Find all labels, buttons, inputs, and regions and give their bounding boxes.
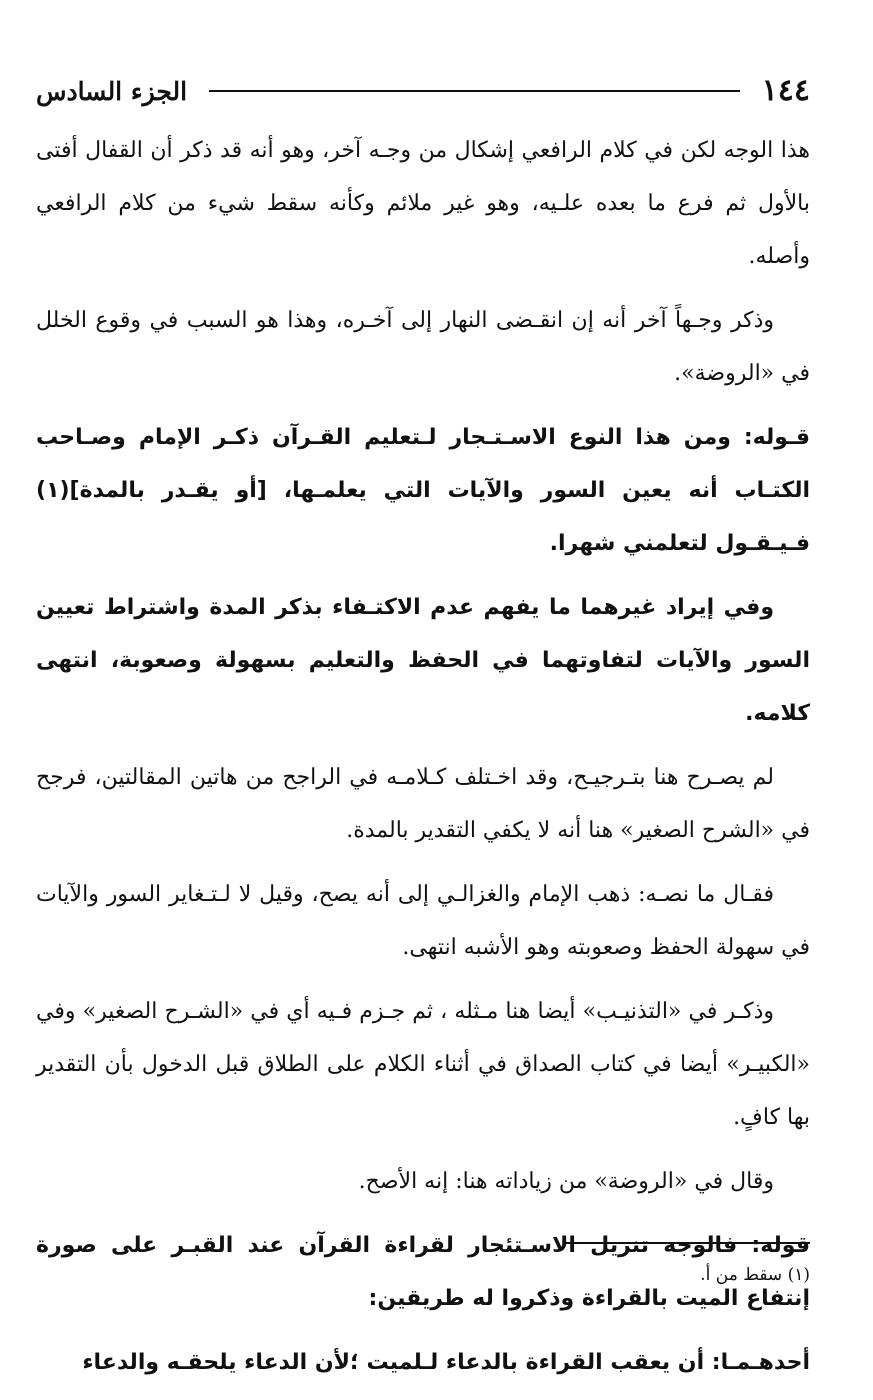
paragraph: وذكر وجـهاً آخر أنه إن انقـضى النهار إلى آخـره، وهذا هو السبب في وقوع الخلل في «الروضة». (36, 308, 810, 386)
footnote-rule (566, 1242, 810, 1244)
book-page (36, 66, 810, 1400)
quoted-paragraph: أحدهـمـا: أن يعقب القراءة بالدعاء لـلميت ؛لأن الدعاء يلحقـه والدعاء (82, 1350, 810, 1375)
paragraph: وقال في «الروضة» من زياداته هنا: إنه الأصح. (358, 1169, 774, 1194)
header-rule (209, 90, 740, 92)
part-title: الجزء السادس (36, 76, 188, 106)
paragraph: وذكـر في «التذنيـب» أيضا هنا مـثله ، ثم جـزم فـيه أي في «الشـرح الصغير» وفي «الكبيـر» أيضا في كتاب الصداق في أثناء الكلام على الطلاق قبل الدخول بأن التقدير بها كافٍ. (36, 999, 810, 1130)
page-number: ١٤٤ (761, 73, 810, 108)
quoted-paragraph: قـوله: ومن هذا النوع الاسـتـجار لـتعليم القـرآن ذكـر الإمام وصـاحب الكتـاب أنه يعين السور والآيات التي يعلمـها، [أو يقـدر بالمدة](١) فـيـقـول لتعلمني شهرا. (36, 425, 810, 556)
paragraph: فقـال ما نصـه: ذهب الإمام والغزالـي إلى أنه يصح، وقيل لا لـتـغاير السور والآيات في سهولة الحفظ وصعوبته وهو الأشبه انتهى. (36, 882, 810, 960)
running-header (36, 66, 810, 116)
footnote: (١) سقط من أ. (700, 1265, 810, 1285)
paragraph-continuation: هذا الوجه لكن في كلام الرافعي إشكال من وجـه آخر، وهو أنه قد ذكر أن القفال أفتى بالأول ثم فرع ما بعده علـيه، وهو غير ملائم وكأنه سقط شيء من كلام الرافعي وأصله. (36, 138, 810, 269)
quoted-paragraph: وفي إيراد غيرهما ما يفهم عدم الاكتـفاء بذكر المدة واشتراط تعيين السور والآيات لتفاوتهما في الحفظ والتعليم بسهولة وصعوبة، انتهى كلامه. (36, 595, 810, 726)
paragraph: لم يصـرح هنا بتـرجيـح، وقد اخـتلف كـلامـه في الراجح من هاتين المقالتين، فرجح في «الشرح الصغير» هنا أنه لا يكفي التقدير بالمدة. (36, 765, 810, 843)
quoted-paragraph: قوله: فالوجه تنزيل الاسـتئجار لقراءة القرآن عند القبـر على صورة إنتفاع الميت بالقراءة وذكروا له طريقين: (36, 1233, 810, 1311)
